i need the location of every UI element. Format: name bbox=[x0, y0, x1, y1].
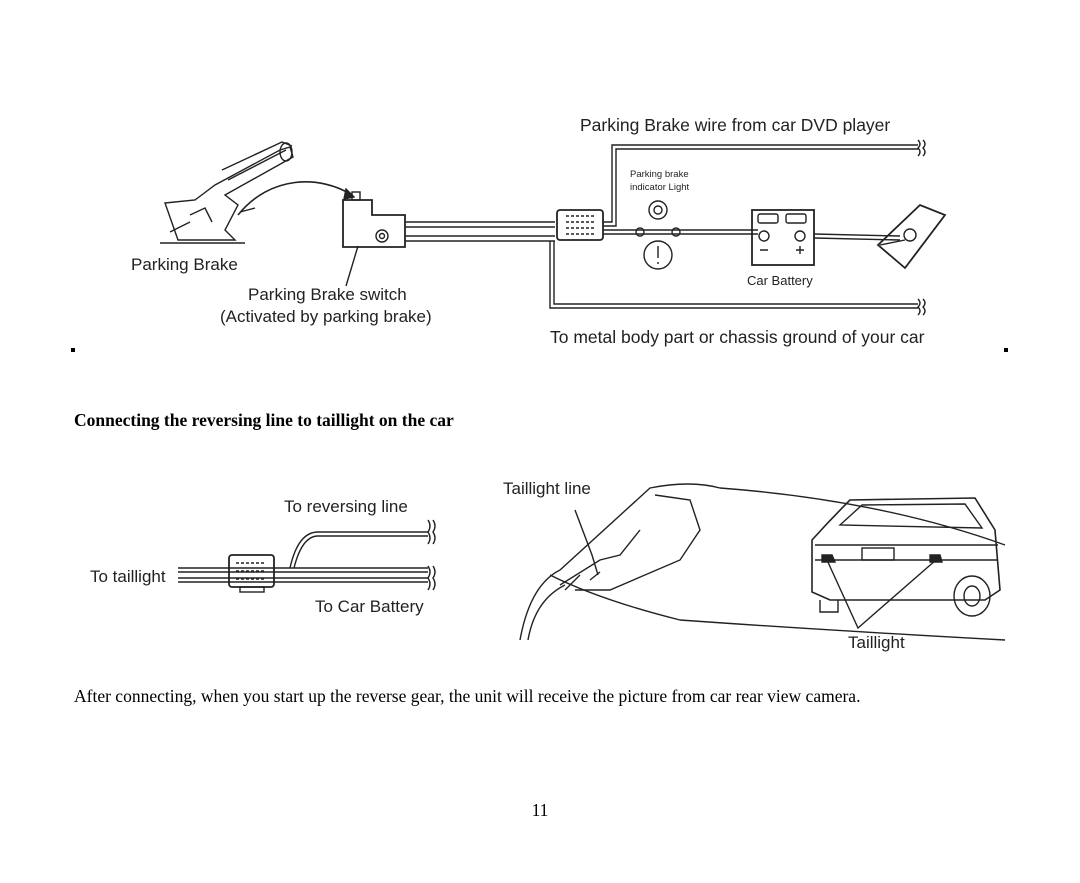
ground-label: To metal body part or chassis ground of your car bbox=[550, 327, 925, 347]
to-taillight-label: To taillight bbox=[90, 567, 166, 586]
reversing-connector bbox=[229, 555, 274, 592]
body-paragraph: After connecting, when you start up the reverse gear, the unit will receive the picture from car rear view camera. bbox=[74, 686, 861, 706]
switch-label-line2: (Activated by parking brake) bbox=[220, 307, 432, 326]
margin-mark-right bbox=[1004, 348, 1008, 352]
car-battery-illustration bbox=[752, 210, 814, 265]
parking-brake-lever-illustration bbox=[160, 142, 293, 243]
wire-connector bbox=[557, 210, 603, 240]
taillight-label: Taillight bbox=[848, 633, 905, 652]
page-number: 11 bbox=[531, 800, 549, 820]
indicator-label-line2: indicator Light bbox=[630, 182, 690, 193]
reversing-line-diagram bbox=[0, 470, 1080, 680]
to-reversing-line-label: To reversing line bbox=[284, 497, 408, 516]
ground-clamp-illustration bbox=[878, 205, 945, 268]
parking-brake-wiring-diagram bbox=[0, 0, 1080, 360]
car-battery-label: Car Battery bbox=[747, 273, 813, 288]
indicator-light-illustration bbox=[644, 201, 672, 269]
dvd-wire-label: Parking Brake wire from car DVD player bbox=[580, 115, 891, 135]
switch-label-line1: Parking Brake switch bbox=[248, 285, 407, 304]
section-heading: Connecting the reversing line to taillight on the car bbox=[74, 410, 454, 430]
parking-brake-switch-illustration bbox=[343, 192, 405, 247]
parking-brake-label: Parking Brake bbox=[131, 255, 238, 274]
car-rear-illustration bbox=[812, 498, 1000, 628]
taillight-line-label: Taillight line bbox=[503, 479, 591, 498]
to-car-battery-label: To Car Battery bbox=[315, 597, 424, 616]
margin-mark-left bbox=[71, 348, 75, 352]
indicator-label-line1: Parking brake bbox=[630, 169, 689, 180]
